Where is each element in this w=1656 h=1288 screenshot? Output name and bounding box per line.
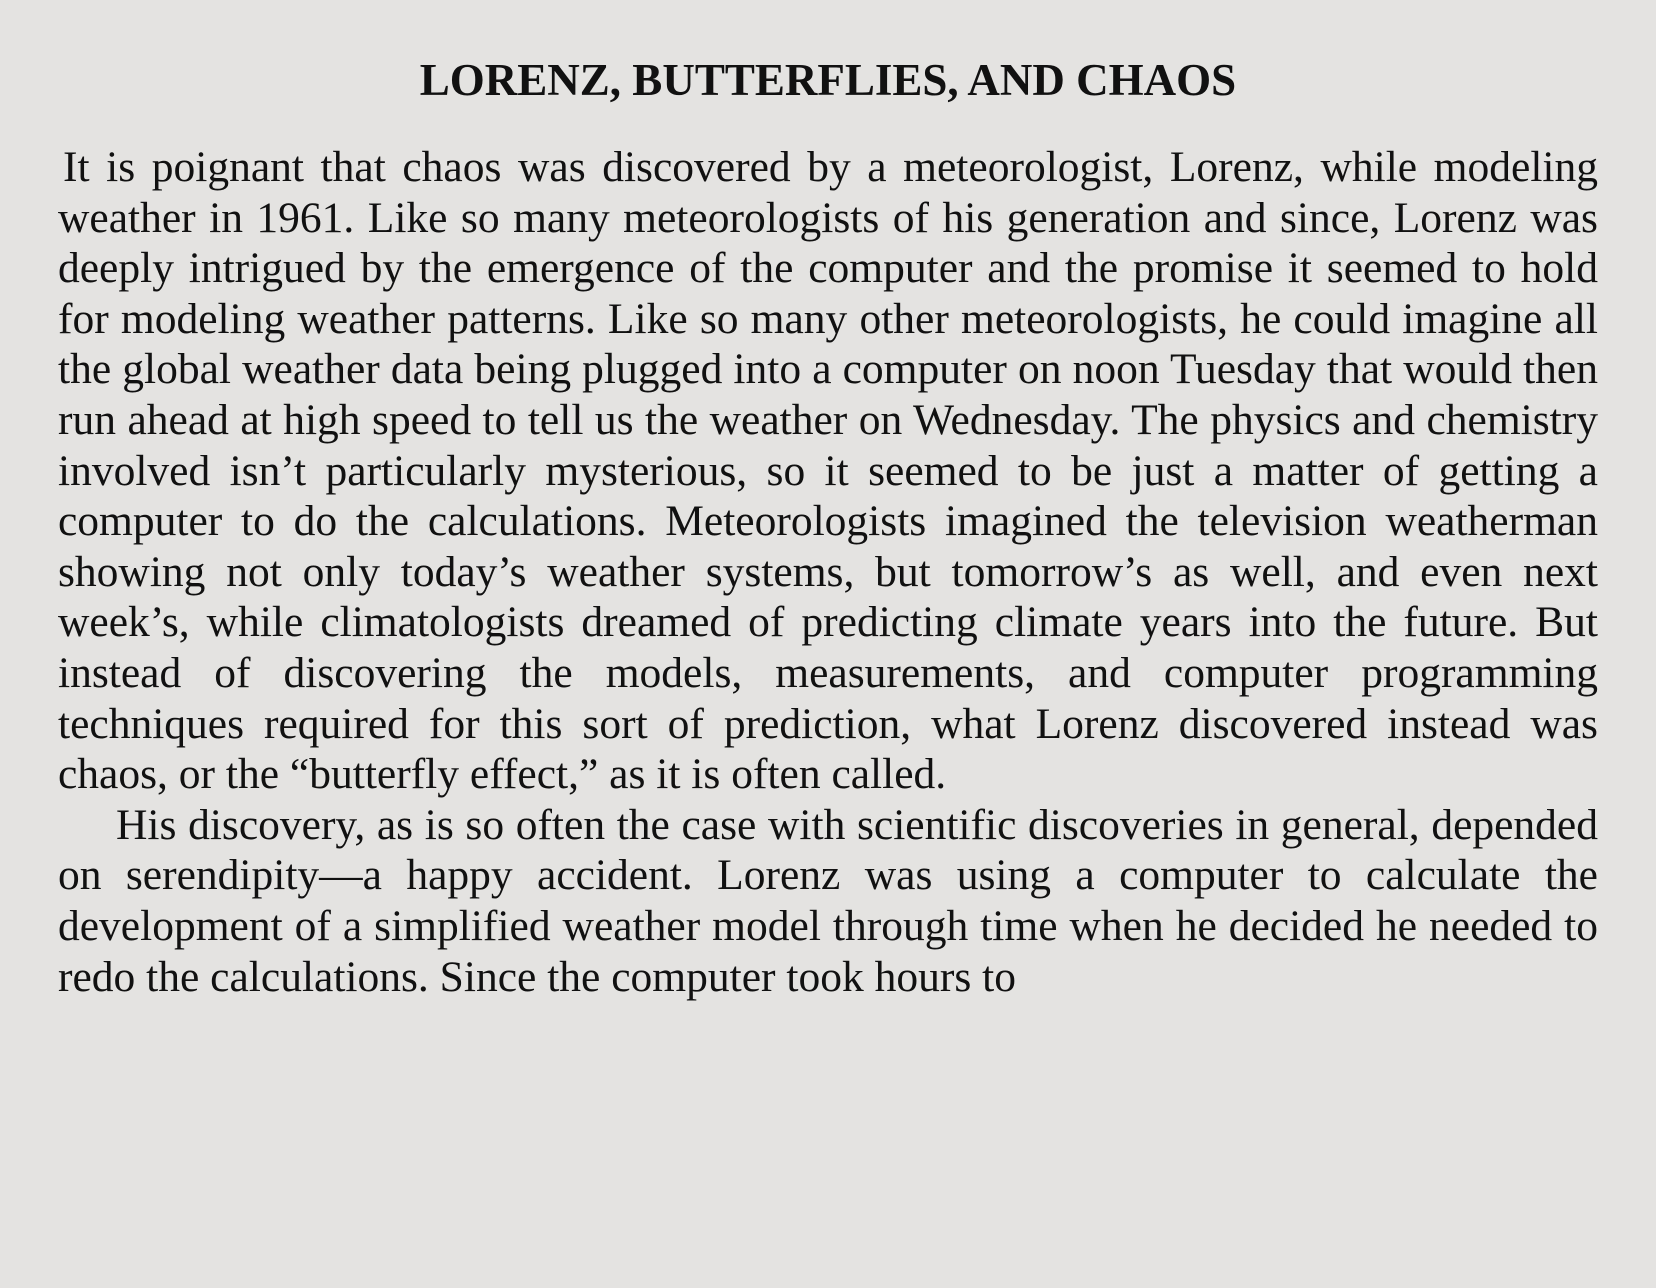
paragraph-2: His discovery, as is so often the case with scientific discoveries in general, depended on serendipity—a happy accident. Lorenz was using a computer to calculate the development of a simplified weather model through time when he decided he needed to redo the calculations. Since the computer took hours to (58, 800, 1598, 1001)
document-title: LORENZ, BUTTERFLIES, AND CHAOS (419, 55, 1237, 105)
paragraph-1: It is poignant that chaos was discovered by a meteorologist, Lorenz, while modeling weather in 1961. Like so many meteorologists of his generation and since, Lorenz was deeply intrigued by the emergence of the computer and the promise it seemed to hold for modeling weather patterns. Like so many other meteorologists, he could imagine all the global weather data being plugged into a computer on noon Tuesday that would then run ahead at high speed to tell us the weather on Wednesday. The physics and chemistry involved isn’t particularly mysterious, so it seemed to be just a matter of getting a computer to do the calculations. Meteorologists imagined the television weatherman showing not only today’s weather systems, but tomorrow’s as well, and even next week’s, while climatologists dreamed of predicting climate years into the future. But instead of discovering the models, measurements, and computer programming techniques required for this sort of prediction, what Lorenz discovered instead was chaos, or the “butterfly effect,” as it is often called. (58, 143, 1598, 799)
document-body (58, 142, 1598, 1002)
